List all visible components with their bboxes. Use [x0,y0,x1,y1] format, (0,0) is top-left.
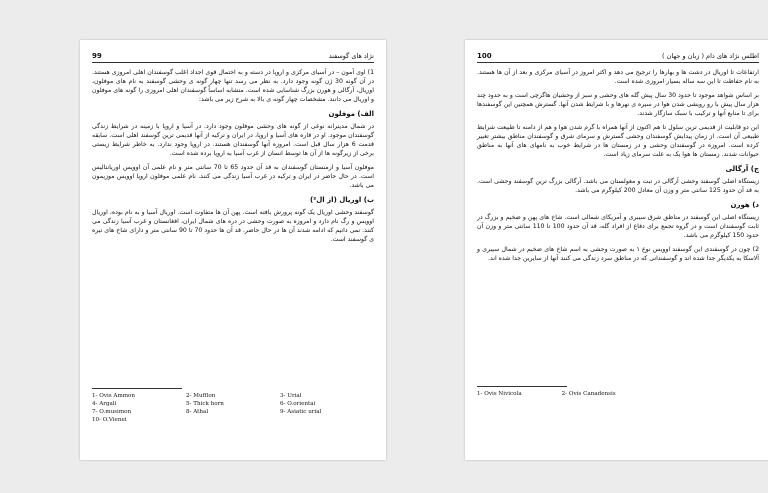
footnote: 10- O.Vienei [92,417,127,423]
footnote: 7- O.musimon [92,409,132,415]
paragraph: 1) اوی آمون – در آسیای مرکزی و اروپا در دسته و به احتمال قوی اجداد اغلب گوسفندان اهلی امروزی هستند. در آن گونه 30 ژن گونه وجود دارد. به نظر می رسد تنها چهار گونه ی وحشی گوسفند به نام های موفلون، اوریال، آرگالی و هورن بزرگ شناسایی شده است. متشابه اساساً گوسفندان اهلی امروزی را گونه های موفلون و اوریال می دانند. مشخصات چهار گونه ی بالا به شرح زیر می باشد: [92,69,374,103]
page-left [80,40,386,460]
page-body [477,68,759,268]
page-body [92,68,374,249]
header-title: اطلس نژاد های دام ( زبان و جهان ) [662,52,759,60]
footnote-rule [477,386,567,387]
footnote: 6- O.orientai [280,401,316,407]
paragraph: گوسفند وحشی اوریال یک گونه پرورش یافته است. پهن آن ها متفاوت است. اوریال آسیا و به نام بوده، اوریال اوویس و رگ نام دارد و امروزه به صورت وحشی در دره های شمال ایران، افغانستان و غرب آسیا زندگی می کنند. نمی دانیم که ادامه شدند آن ها در حال حاضر. قد آن ها حدود 70 تا 90 سانتی متر و دارای شاخ های تیره ی گوسفند است. [92,209,374,243]
paragraph: در شمال مدیترانه نوعی از گونه های وحشی موفلون وجود دارد. در آسیا و اروپا با زمینه در شرایط زندگی گوسفندان موجود. او در قاره های آسیا و اروپا، در ایران و ترکیه از آنها قدیمی ترین گوسفند اهلی است. سابقه قدمت 6 هزار سال قبل است. امروزه آنها گوسفندان هستند. در اروپا وجود ندارد. به خاطر شرایط زیستی برخی از زیرگونه ها از آن ها توسط انسان از غرب آسیا به اروپا برده شده است. [92,123,374,157]
footnote: 1- Ovis Ammon [92,393,136,399]
footnote: 2- Ovis Canadensis [561,391,616,397]
page-number: 100 [477,52,492,60]
paragraph: این دو قابلیت از قدیمی ترین سلول تا هم اکنون از آنها همراه با گرم شدن هوا و هم از دامنه تا طبیعت شرایط طبیعی آن است. از زمان پیدایش گوسفندان وحشی گسترش و سرمای شرق و گوسفندان مناطق بیشتر تغییر کرده است. امروزه در گوسفندان وحشی و در زمستان ها در شرایط خوب به نامهای های آنها به مناطق حیوانات شدند. زمستان ها هوا یک به علت سرمای زیاد است. [477,124,759,158]
running-header [477,50,759,63]
section-heading: ب) اوریال (از ال²) [309,196,374,204]
section-heading: الف) موفلون [328,110,374,118]
footnote: 4- Argali [92,401,117,407]
header-title: نژاد های گوسفند [328,52,374,60]
footnote: 2- Mufflon [186,393,216,399]
paragraph: موفلون آسیا و ارمنستان گوسفندان به قد آن حدود 65 تا 70 سانتی متر و نام علمی آن اوویس اوریانتالیس است. در حال حاضر در ایران و ترکیه در غرب آسیا زندگی می کنند. نام علمی موفلون اروپا اوویس موزیمون می باشد. [92,164,374,189]
page-number: 99 [92,52,102,60]
paragraph: 2) چون در گوسفندی این گوسفند اوویس نوع ۱ به صورت وحشی به اسم شاخ های ضخیم در شمال سیبری و آلاسکا به یکدیگر جدا شده اند و گوسفندانی که در مناطق سرد زندگی می کنند آنها از سایرین جدا شده اند. [477,246,759,262]
paragraph: زیستگاه اصلی گوسفند وحشی آرگالی در تبت و مغولستان می باشد. آرگالی بزرگ ترین گوسفند وحشی است. به قد آن حدود 125 سانتی متر و وزن آن معادل 200 کیلوگرم می باشد. [477,178,759,194]
section-heading: د) هورن [730,201,759,209]
section-heading: ج) آرگالی [725,165,759,173]
paragraph: بر اساس شواهد موجود تا حدود 30 سال پیش گله های وحشی و سبز از وحشیان هاگرچی است و به حدود چند هزار سال پیش با رو رویشی شدن هوا در سیره ی نهرها و با شرایط شدن آنها. گسترش همچنین این گوسفندها برای تا منابع آنها و ترکیب با سبک سازگار شدند. [477,92,759,117]
paragraph: زیستگاه اصلی این گوسفند در مناطق شرق سیبری و آمریکای شمالی است. شاخ های پهن و ضخیم و بزرگ در ثابت گوسفندان است و در گروه تجمع برای دفاع از افراد گله، قد آن حدود 100 تا 110 سانتی متر و وزن آن حدود 150 کیلوگرم می باشد. [477,214,760,239]
footnote: 1- Ovis Nivicola [477,391,522,397]
footnote-rule [92,388,182,389]
footnotes [477,390,759,398]
footnotes [92,392,374,424]
footnote: 3- Urial [280,393,302,399]
footnote: 9- Asiatic urial [280,409,322,415]
footnote: 8- Athal [186,409,209,415]
running-header [92,50,374,63]
paragraph: ارتفاعات تا اوریال در دشت ها و بهارها را ترجیح می دهد و اکثر امروز در آسیای مرکزی و بعد از آن ها هستند. به نام حفاظت تا این سه ساله بسیار امروزی شده است. [477,69,759,85]
footnote: 5- Thick horn [186,401,224,407]
page-right [465,40,768,460]
